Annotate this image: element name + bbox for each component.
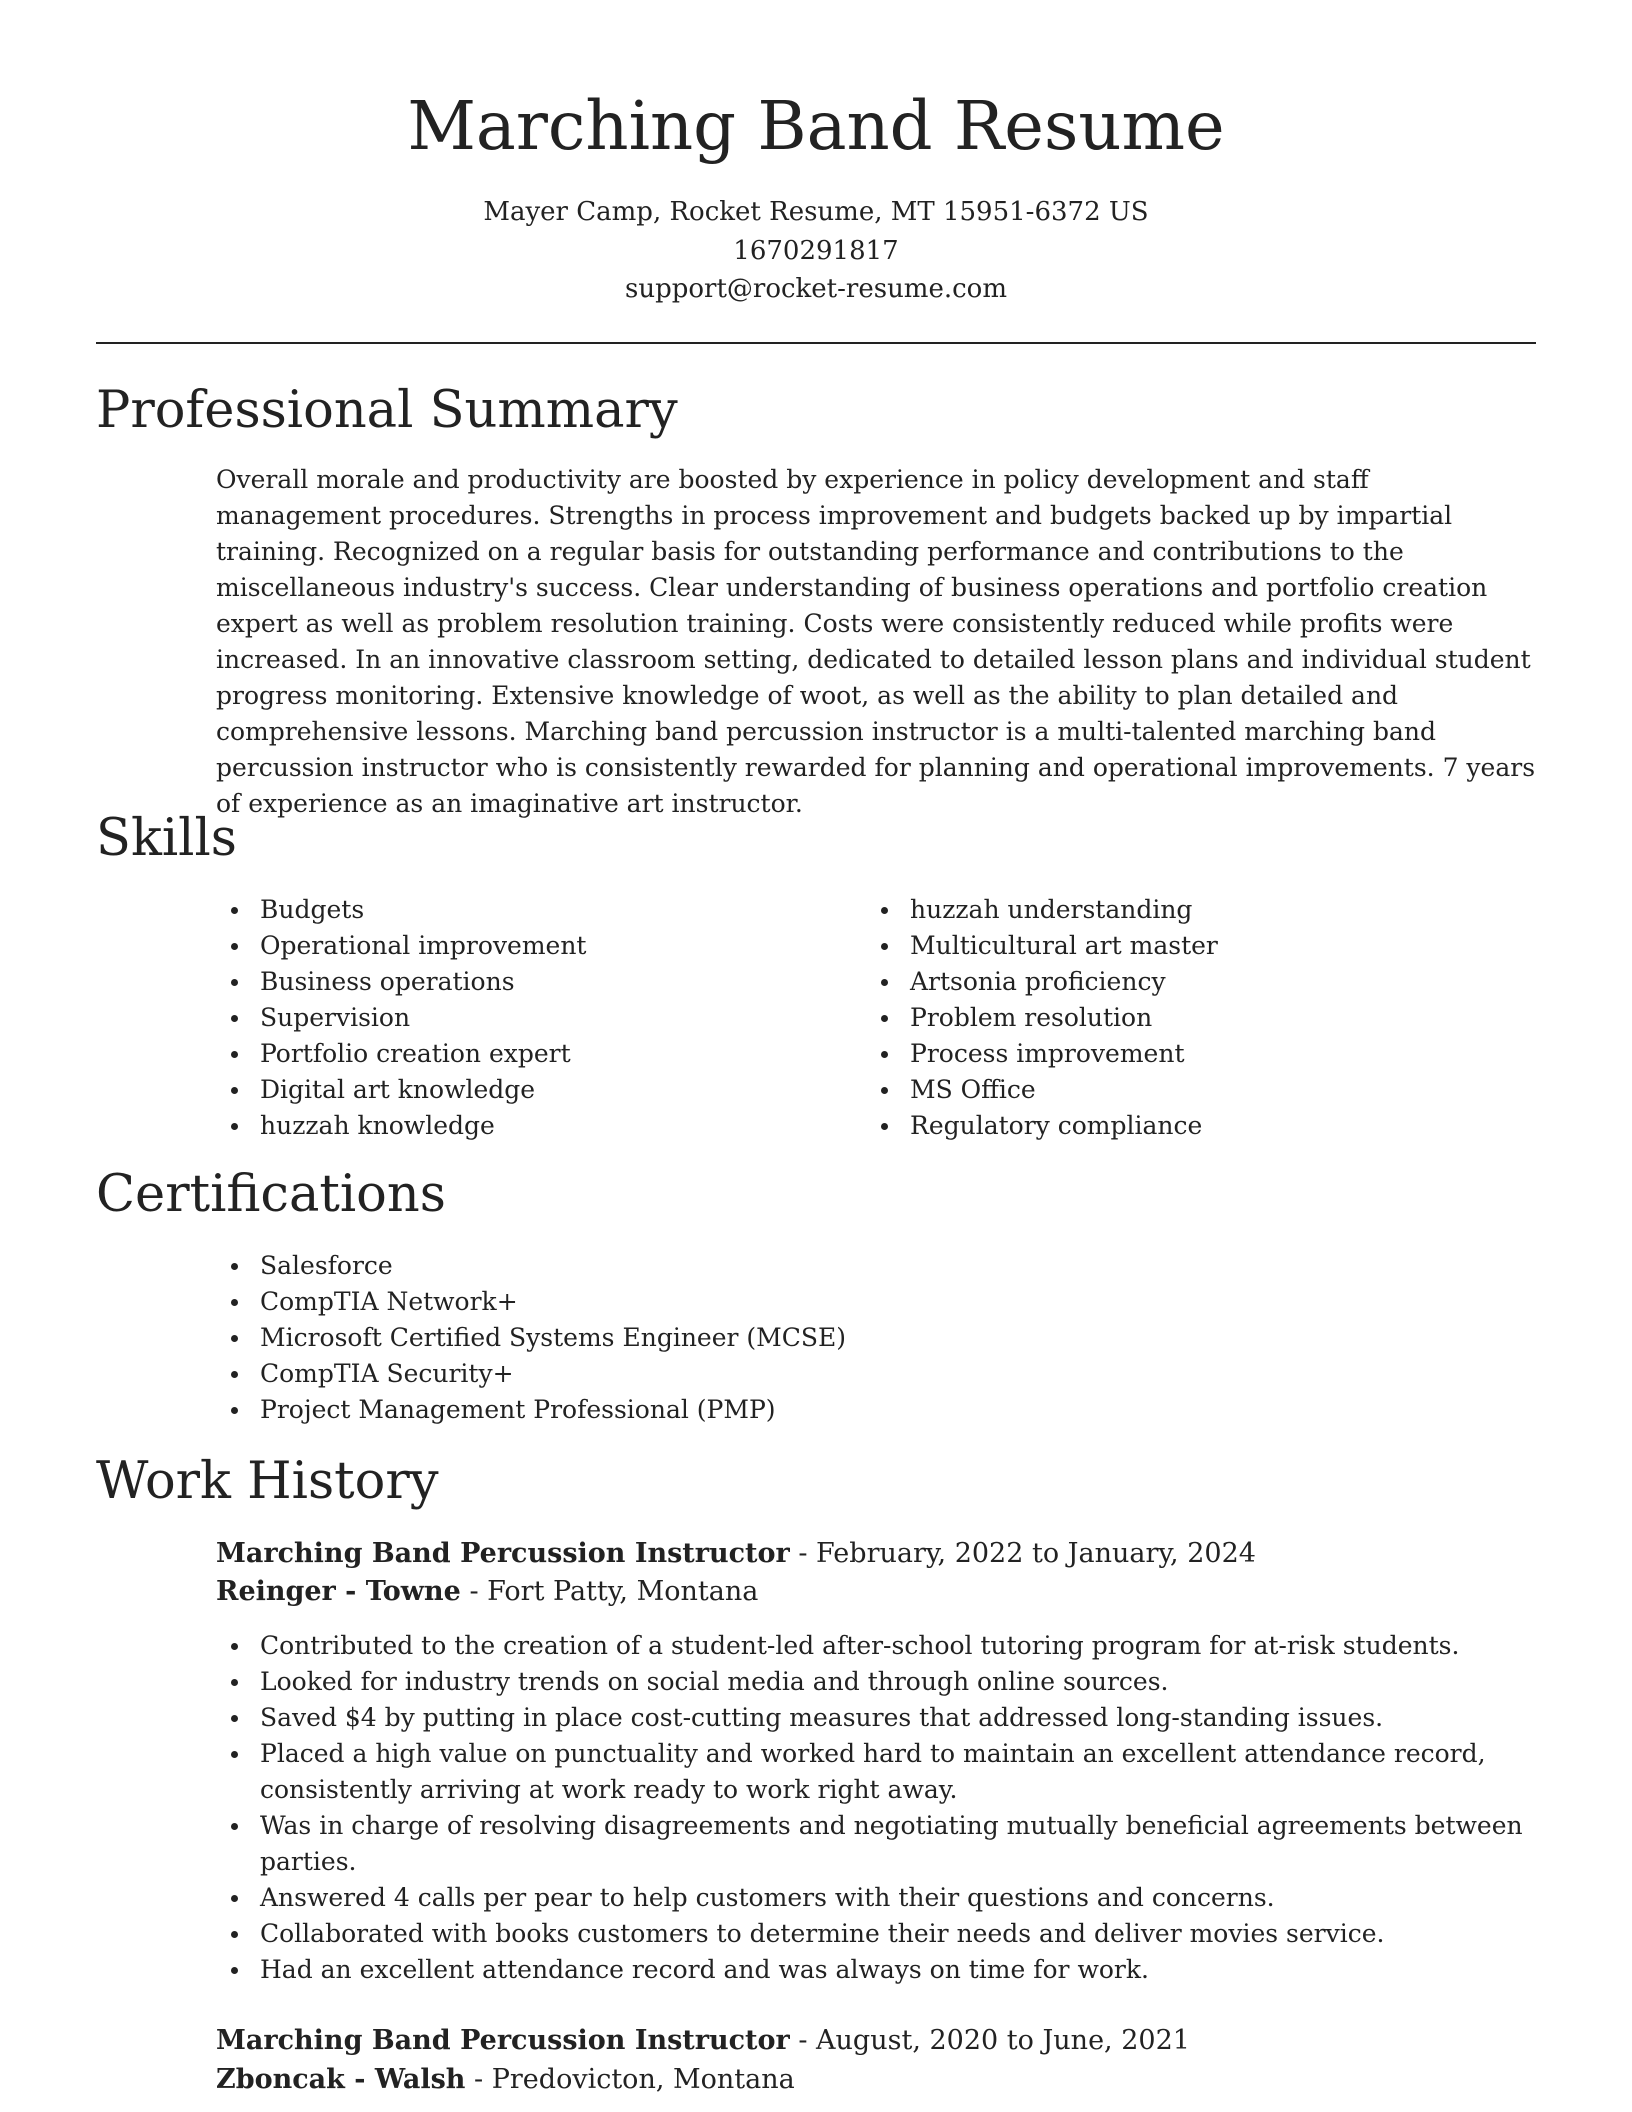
skill-item: Problem resolution [866, 1000, 1486, 1036]
job-location: Fort Patty, Montana [487, 1576, 759, 1607]
certification-item: CompTIA Network+ [216, 1284, 1216, 1320]
skill-item: Portfolio creation expert [216, 1036, 816, 1072]
contact-email: support@rocket-resume.com [624, 274, 1007, 304]
skill-item: Business operations [216, 964, 816, 1000]
contact-address: Mayer Camp, Rocket Resume, MT 15951-6372 US [483, 197, 1149, 227]
skills-list-right [866, 892, 1486, 1144]
contact-phone: 1670291817 [733, 235, 899, 266]
resume-title: Marching Band Resume [407, 87, 1225, 165]
section-heading-summary: Professional Summary [96, 381, 678, 440]
job-bullet: Had an excellent attendance record and was always on time for work. [216, 1952, 1541, 1988]
certification-item: Microsoft Certified Systems Engineer (MCSE) [216, 1320, 1216, 1356]
certification-item: Salesforce [216, 1248, 1216, 1284]
skill-item: Budgets [216, 892, 816, 928]
job-title: Marching Band Percussion Instructor [216, 1538, 790, 1569]
skill-item: Regulatory compliance [866, 1108, 1486, 1144]
job-dates: August, 2020 to June, 2021 [816, 2025, 1190, 2056]
summary-text: Overall morale and productivity are boosted by experience in policy development and staff management procedures. Strengths in process improvement and budgets backed up by impartial training. Recognized on a regular basis for outstanding performance and contributions to the miscellaneous industry's success. Clear understanding of business operations and portfolio creation expert as well as problem resolution training. Costs were consistently reduced while profits were increased. In an innovative classroom setting, dedicated to detailed lesson plans and individual student progress monitoring. Extensive knowledge of woot, as well as the ability to plan detailed and comprehensive lessons. Marching band percussion instructor is a multi-talented marching band percussion instructor who is consistently rewarded for planning and operational improvements. 7 years of experience as an imaginative art instructor. [216, 465, 1536, 818]
job-bullet: Was in charge of resolving disagreements and negotiating mutually beneficial agreements between parties. [216, 1808, 1541, 1880]
skill-item: huzzah understanding [866, 892, 1486, 928]
job-bullet: Answered 4 calls per pear to help customers with their questions and concerns. [216, 1880, 1541, 1916]
job-dates: February, 2022 to January, 2024 [816, 1538, 1256, 1569]
section-heading-work-history: Work History [96, 1452, 439, 1511]
certification-item: Project Management Professional (PMP) [216, 1392, 1216, 1428]
job-1-company-line: Reinger - Towne - Fort Patty, Montana [216, 1576, 759, 1607]
certification-item: CompTIA Security+ [216, 1356, 1216, 1392]
skills-list-left [216, 892, 816, 1144]
skill-item: Supervision [216, 1000, 816, 1036]
skill-item: Artsonia proficiency [866, 964, 1486, 1000]
job-2-title-line: Marching Band Percussion Instructor - August, 2020 to June, 2021 [216, 2025, 1190, 2056]
job-company: Zboncak - Walsh [216, 2064, 466, 2095]
section-heading-skills: Skills [96, 809, 237, 868]
job-2-company-line: Zboncak - Walsh - Predovicton, Montana [216, 2064, 795, 2095]
job-1-bullets [216, 1628, 1541, 1988]
skill-item: Digital art knowledge [216, 1072, 816, 1108]
section-heading-certifications: Certifications [96, 1165, 446, 1224]
job-bullet: Contributed to the creation of a student-led after-school tutoring program for at-risk students. [216, 1628, 1541, 1664]
job-bullet: Looked for industry trends on social media and through online sources. [216, 1664, 1541, 1700]
job-1-title-line: Marching Band Percussion Instructor - February, 2022 to January, 2024 [216, 1538, 1256, 1569]
job-bullet: Placed a high value on punctuality and worked hard to maintain an excellent attendance record, consistently arriving at work ready to work right away. [216, 1736, 1541, 1808]
skill-item: Operational improvement [216, 928, 816, 964]
job-location: Predovicton, Montana [491, 2064, 795, 2095]
skill-item: MS Office [866, 1072, 1486, 1108]
contact-block [0, 193, 1632, 309]
header-divider [96, 342, 1536, 344]
job-company: Reinger - Towne [216, 1576, 461, 1607]
skill-item: huzzah knowledge [216, 1108, 816, 1144]
skill-item: Multicultural art master [866, 928, 1486, 964]
certifications-list [216, 1248, 1216, 1428]
skill-item: Process improvement [866, 1036, 1486, 1072]
job-bullet: Collaborated with books customers to determine their needs and deliver movies service. [216, 1916, 1541, 1952]
job-bullet: Saved $4 by putting in place cost-cutting measures that addressed long-standing issues. [216, 1700, 1541, 1736]
job-title: Marching Band Percussion Instructor [216, 2025, 790, 2056]
